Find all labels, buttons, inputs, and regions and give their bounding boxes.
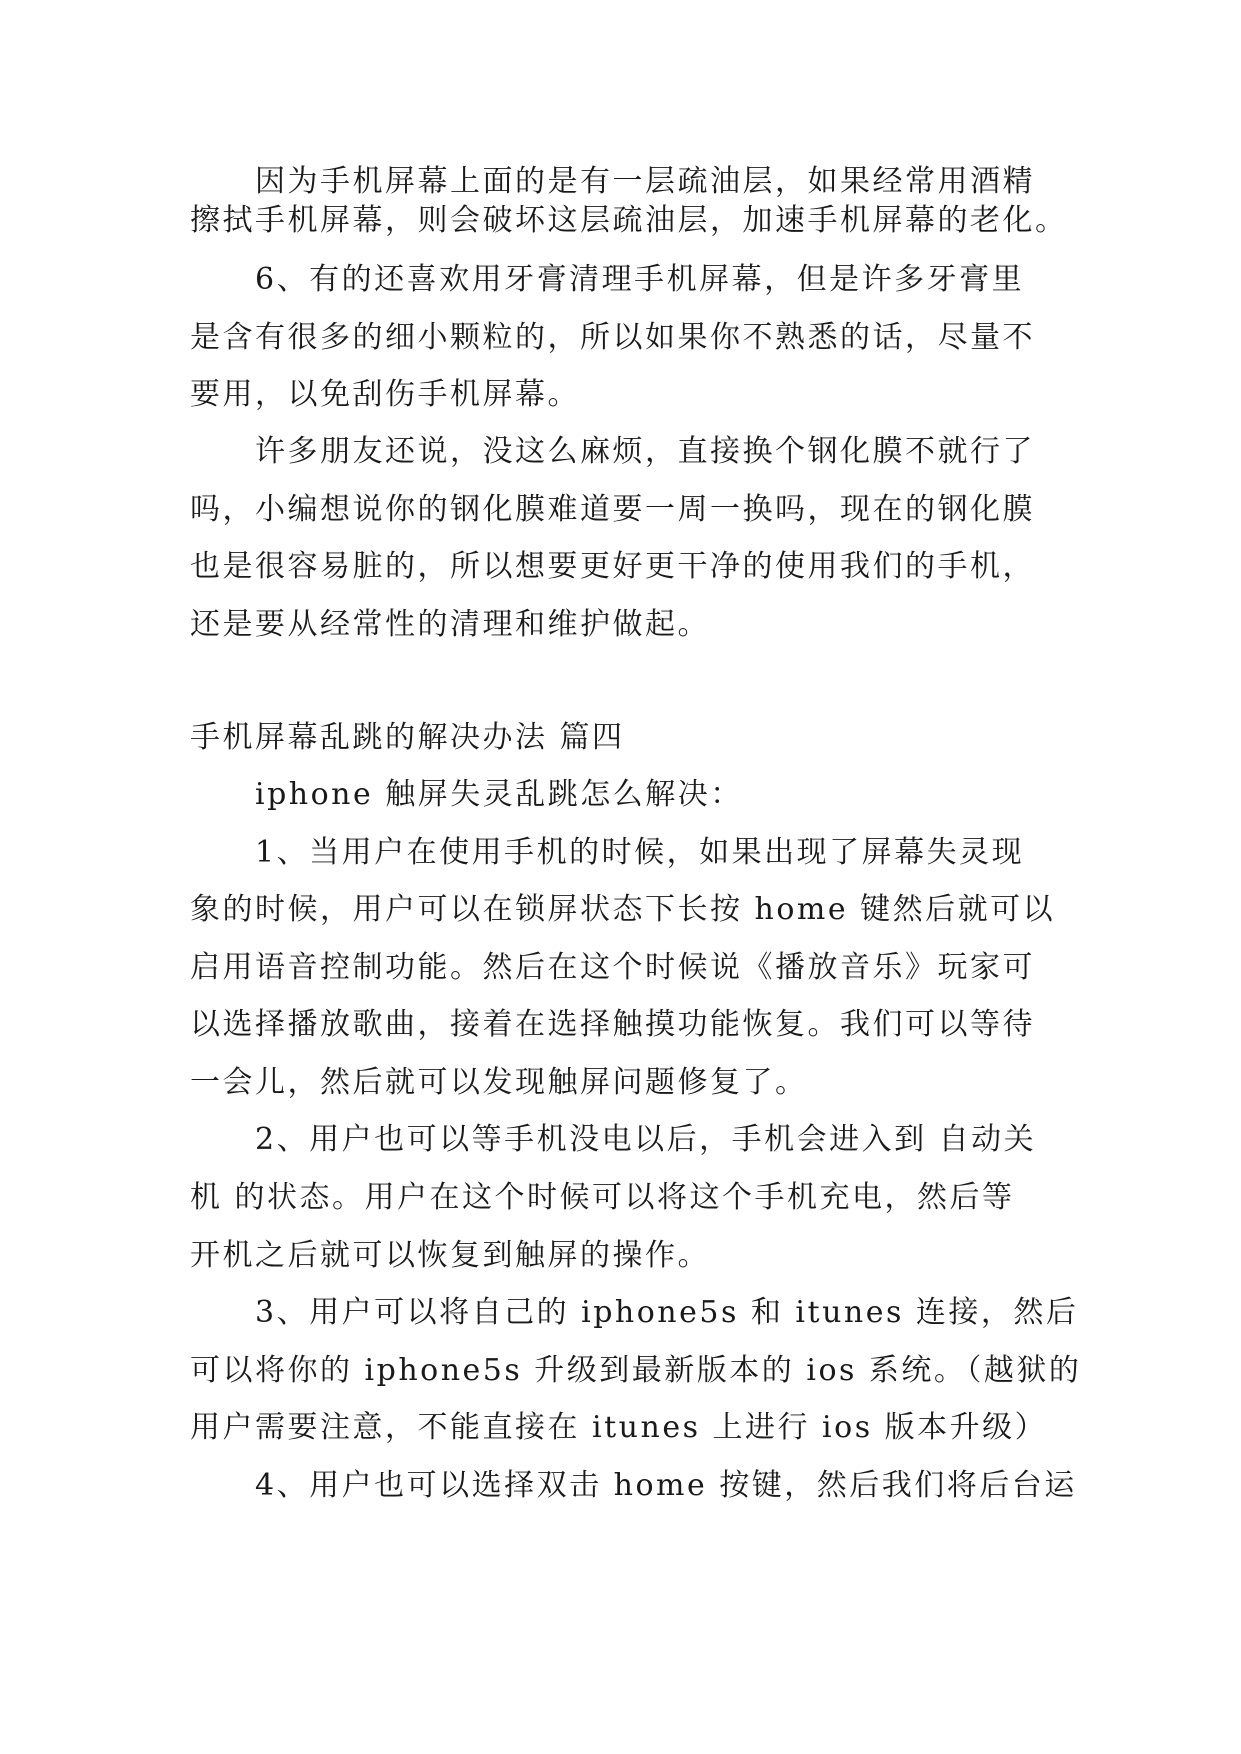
paragraph-line: 还是要从经常性的清理和维护做起。 bbox=[190, 607, 710, 642]
step-line: 一会儿，然后就可以发现触屏问题修复了。 bbox=[190, 1065, 808, 1100]
paragraph-line: 擦拭手机屏幕，则会破坏这层疏油层，加速手机屏幕的老化。 bbox=[190, 203, 1068, 238]
step-line: 4、用户也可以选择双击 home 按键，然后我们将后台运 bbox=[255, 1468, 1077, 1503]
step-line: 开机之后就可以恢复到触屏的操作。 bbox=[190, 1238, 710, 1273]
paragraph-line: 也是很容易脏的，所以想要更好更干净的使用我们的手机， bbox=[190, 549, 1035, 584]
paragraph-line: 吗，小编想说你的钢化膜难道要一周一换吗，现在的钢化膜 bbox=[190, 492, 1035, 527]
step-line: 以选择播放歌曲，接着在选择触摸功能恢复。我们可以等待 bbox=[190, 1007, 1035, 1042]
paragraph-line: 是含有很多的细小颗粒的，所以如果你不熟悉的话，尽量不 bbox=[190, 320, 1035, 355]
step-line: 2、用户也可以等手机没电以后，手机会进入到 自动关 bbox=[255, 1122, 1037, 1157]
step-line: 机 的状态。用户在这个时候可以将这个手机充电，然后等 bbox=[190, 1180, 1015, 1215]
step-line: 3、用户可以将自己的 iphone5s 和 itunes 连接，然后 bbox=[255, 1295, 1079, 1330]
paragraph-line: 要用，以免刮伤手机屏幕。 bbox=[190, 377, 580, 412]
section-heading: 手机屏幕乱跳的解决办法 篇四 bbox=[190, 720, 625, 755]
step-line: 启用语音控制功能。然后在这个时候说《播放音乐》玩家可 bbox=[190, 950, 1035, 985]
intro-line: iphone 触屏失灵乱跳怎么解决： bbox=[255, 777, 743, 812]
paragraph-line: 许多朋友还说，没这么麻烦，直接换个钢化膜不就行了 bbox=[255, 434, 1035, 469]
step-line: 象的时候，用户可以在锁屏状态下长按 home 键然后就可以 bbox=[190, 892, 1056, 927]
step-line: 可以将你的 iphone5s 升级到最新版本的 ios 系统。（越狱的 bbox=[190, 1353, 1082, 1388]
paragraph-line: 因为手机屏幕上面的是有一层疏油层，如果经常用酒精 bbox=[255, 164, 1035, 199]
paragraph-line: 6、有的还喜欢用牙膏清理手机屏幕，但是许多牙膏里 bbox=[255, 262, 1025, 297]
step-line: 用户需要注意，不能直接在 itunes 上进行 ios 版本升级） bbox=[190, 1410, 1048, 1445]
step-line: 1、当用户在使用手机的时候，如果出现了屏幕失灵现 bbox=[255, 835, 1025, 870]
